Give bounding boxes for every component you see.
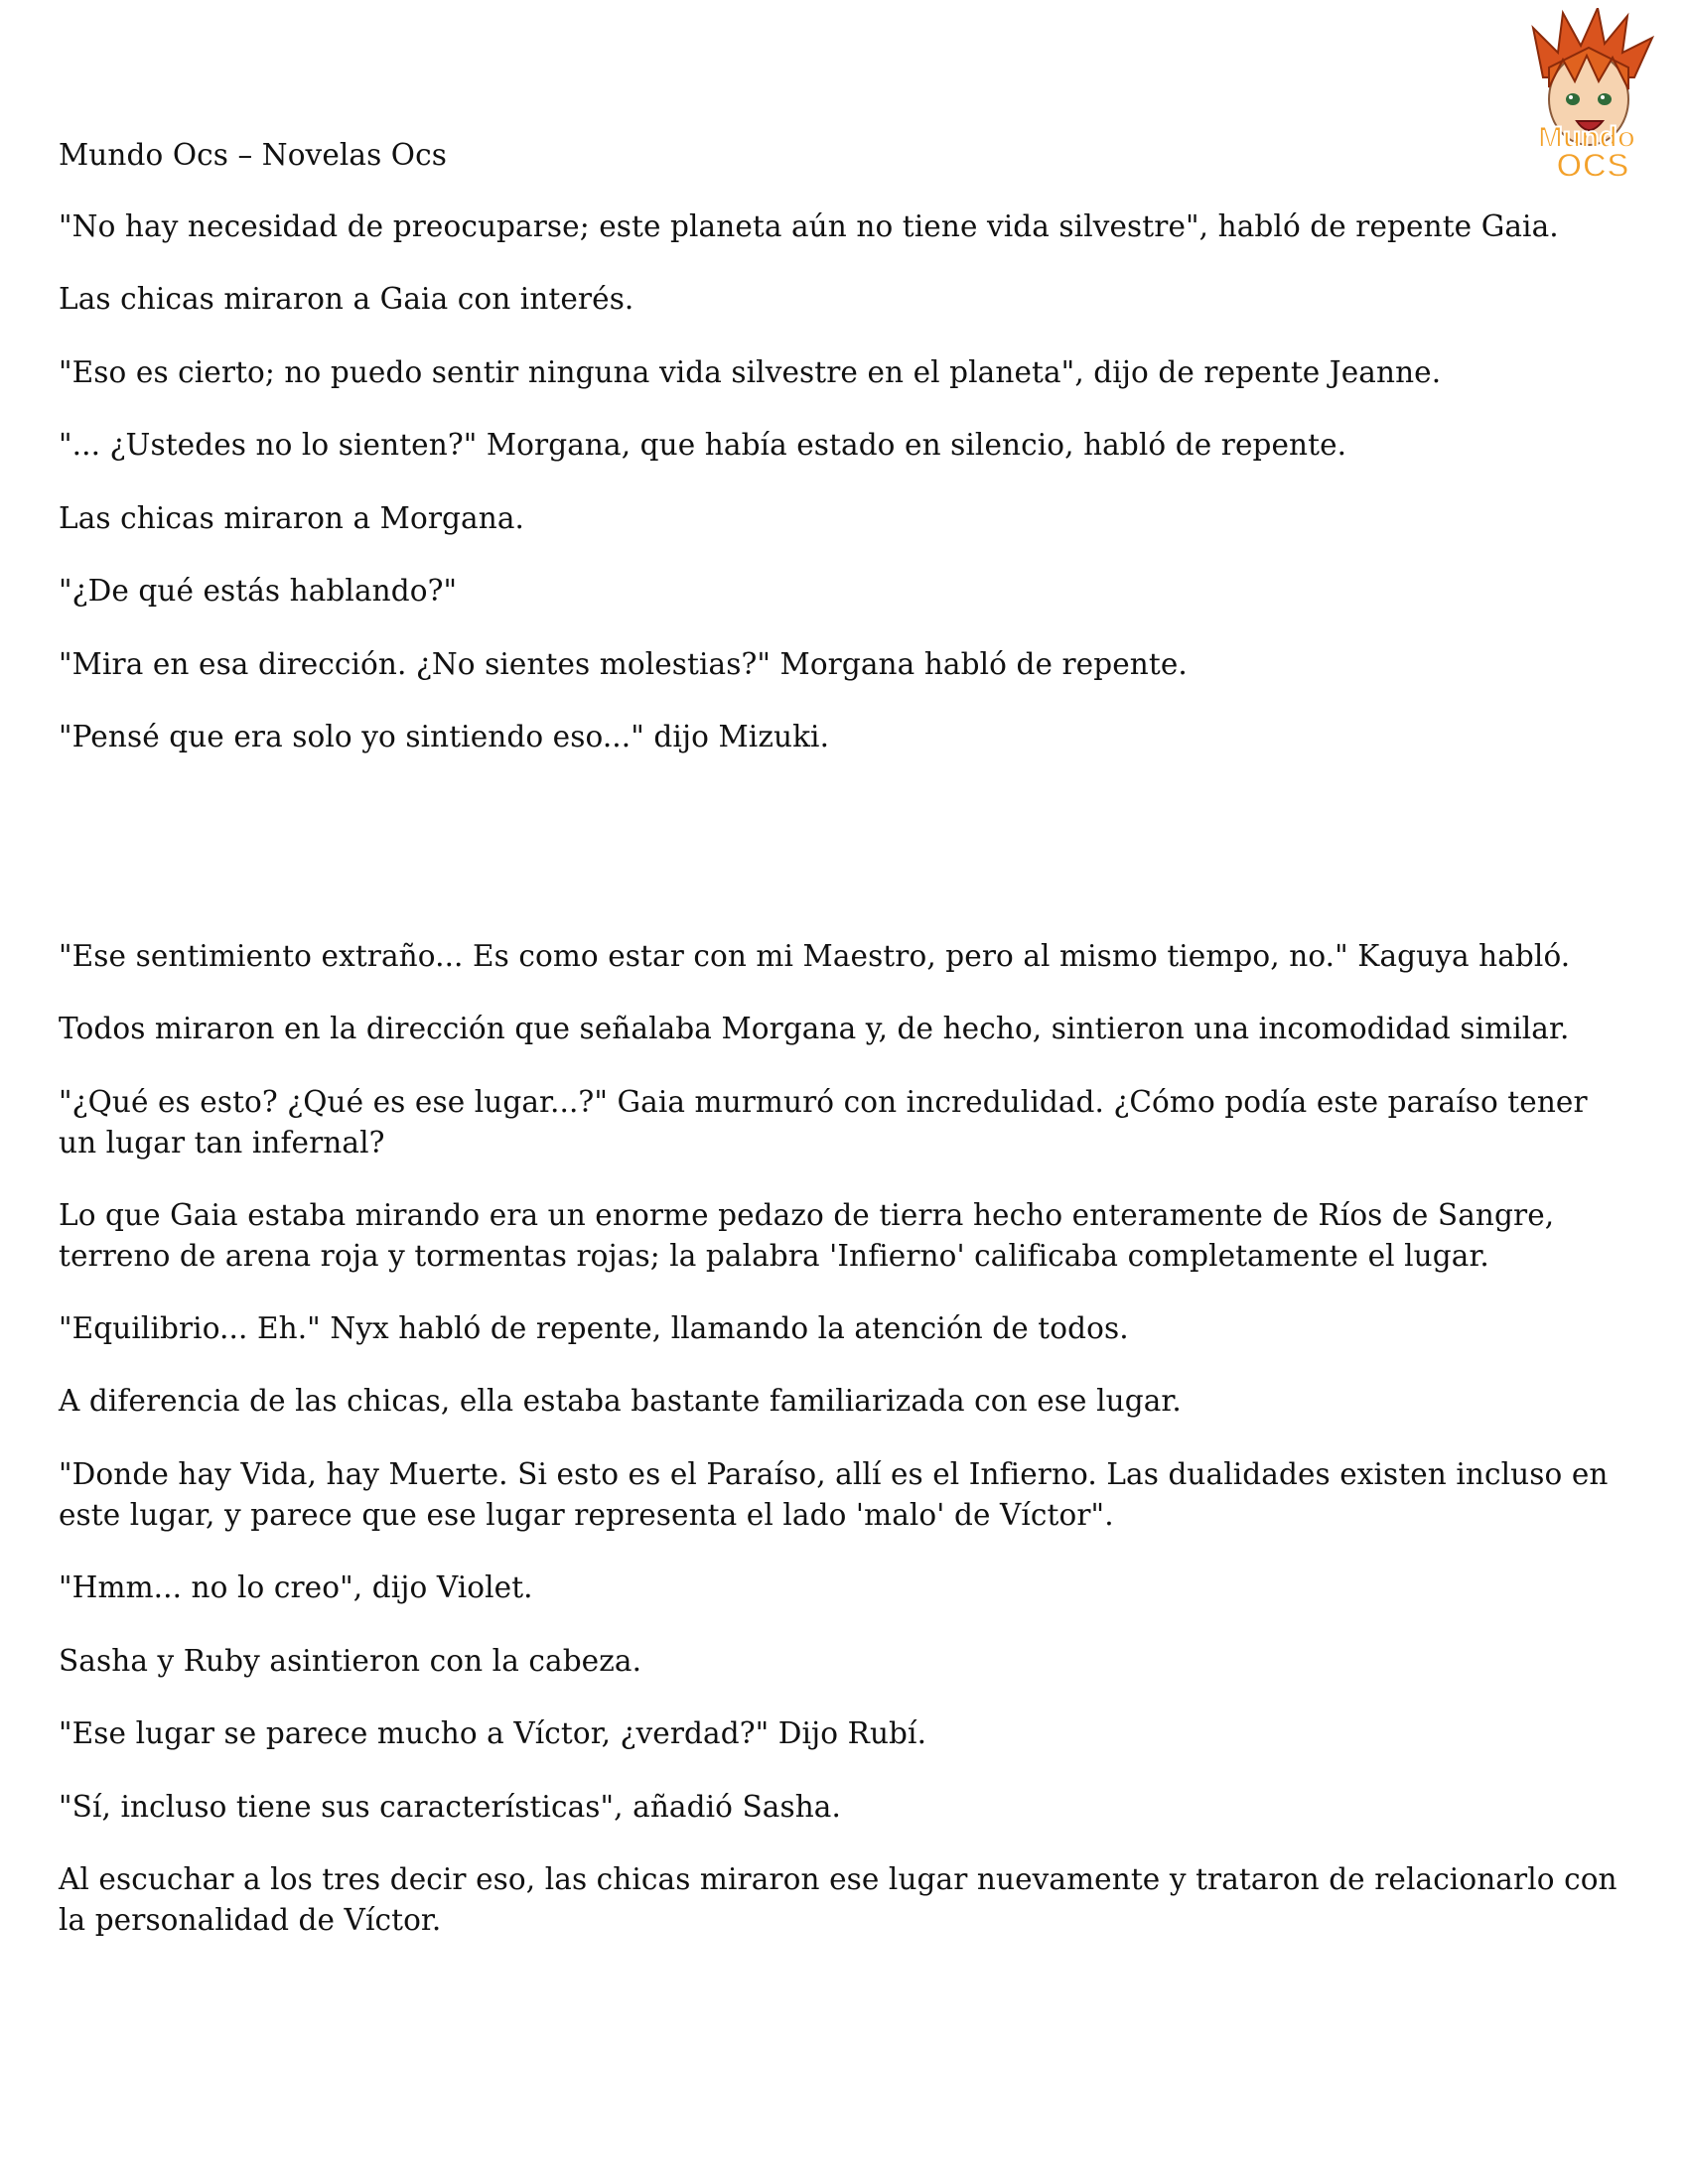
logo-text-top: Mundo	[1537, 121, 1636, 154]
paragraph: "Ese lugar se parece mucho a Víctor, ¿verdad?" Dijo Rubí.	[59, 1716, 927, 1750]
page-header-title: Mundo Ocs – Novelas Ocs	[59, 138, 447, 172]
paragraph: A diferencia de las chicas, ella estaba bastante familiarizada con ese lugar.	[59, 1384, 1182, 1418]
paragraph: "¿Qué es esto? ¿Qué es ese lugar...?" Gaia murmuró con incredulidad. ¿Cómo podía este paraíso tener un lugar tan infernal?	[59, 1085, 1588, 1160]
logo-text-bottom: OCS	[1556, 147, 1629, 183]
paragraph: "Ese sentimiento extraño... Es como estar con mi Maestro, pero al mismo tiempo, no." Kaguya habló.	[59, 939, 1571, 973]
paragraph: "Sí, incluso tiene sus características", añadió Sasha.	[59, 1790, 841, 1824]
paragraph: Sasha y Ruby asintieron con la cabeza.	[59, 1644, 642, 1678]
paragraph: "¿De qué estás hablando?"	[59, 574, 458, 608]
paragraph: "No hay necesidad de preocuparse; este planeta aún no tiene vida silvestre", habló de repente Gaia.	[59, 209, 1559, 243]
paragraph: Lo que Gaia estaba mirando era un enorme pedazo de tierra hecho enteramente de Ríos de Sangre, terreno de arena roja y tormentas rojas; la palabra 'Infierno' calificaba completamente el lugar.	[59, 1198, 1555, 1273]
paragraph: "Equilibrio... Eh." Nyx habló de repente, llamando la atención de todos.	[59, 1311, 1129, 1345]
paragraph: Las chicas miraron a Gaia con interés.	[59, 282, 634, 316]
paragraph: Al escuchar a los tres decir eso, las chicas miraron ese lugar nuevamente y trataron de relacionarlo con la personalidad de Víctor.	[59, 1862, 1618, 1937]
paragraph: "Donde hay Vida, hay Muerte. Si esto es el Paraíso, allí es el Infierno. Las dualidades existen incluso en este lugar, y parece que ese lugar representa el lado 'malo' de Víctor".	[59, 1457, 1609, 1532]
paragraph: "Eso es cierto; no puedo sentir ninguna vida silvestre en el planeta", dijo de repente Jeanne.	[59, 355, 1442, 389]
paragraph: Las chicas miraron a Morgana.	[59, 501, 524, 535]
paragraph: Todos miraron en la dirección que señalaba Morgana y, de hecho, sintieron una incomodidad similar.	[59, 1012, 1570, 1045]
paragraph: "Hmm... no lo creo", dijo Violet.	[59, 1570, 533, 1604]
paragraph: "... ¿Ustedes no lo sienten?" Morgana, que había estado en silencio, habló de repente.	[59, 428, 1347, 462]
paragraph: "Pensé que era solo yo sintiendo eso..." dijo Mizuki.	[59, 720, 830, 753]
paragraph: "Mira en esa dirección. ¿No sientes molestias?" Morgana habló de repente.	[59, 647, 1188, 681]
